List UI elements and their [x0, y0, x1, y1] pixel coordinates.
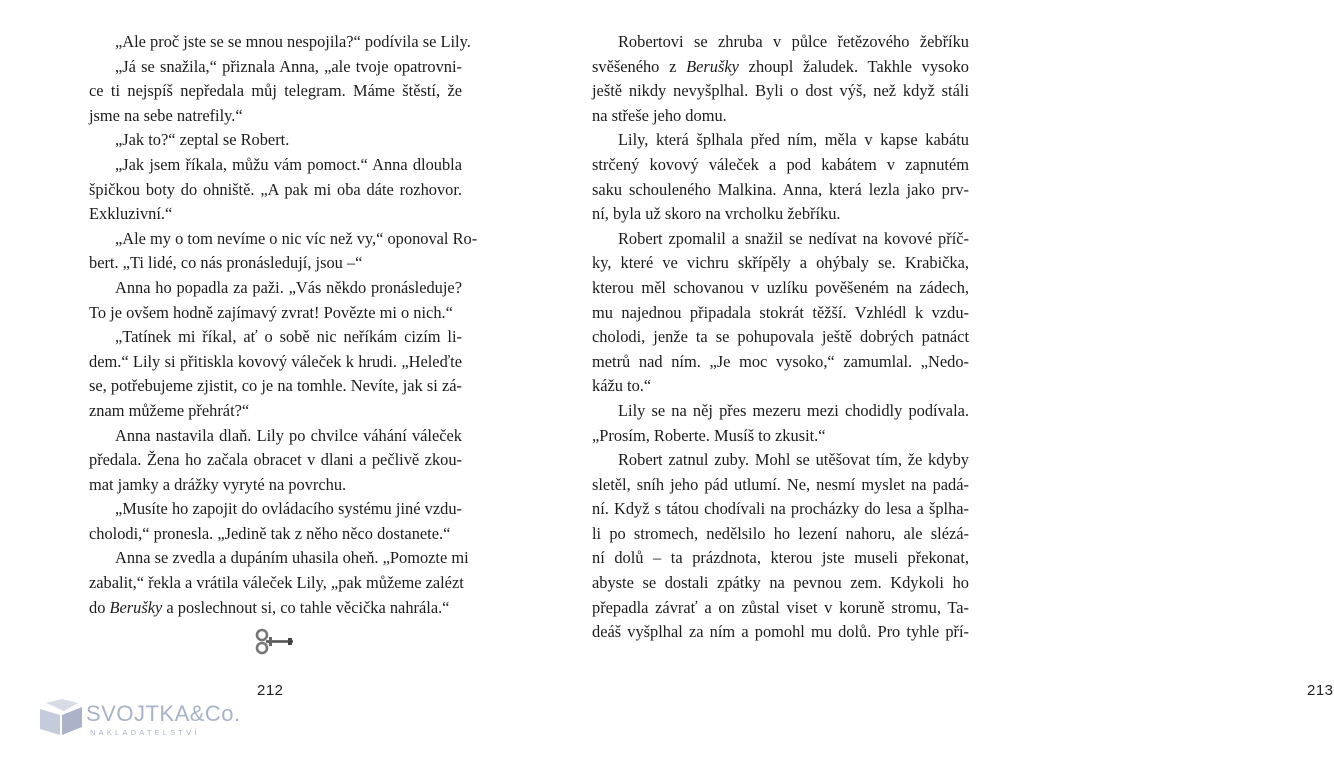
text-line: dem.“ Lily si přitiskla kovový váleček k hrudi. „Heleďte [89, 351, 462, 371]
text-line: ce ti nejspíš nepředala můj telegram. Máme štěstí, že [89, 81, 462, 101]
text-line: jsme na sebe natrefily.“ [89, 105, 243, 125]
text-line: „Jak jsem říkala, můžu vám pomoct.“ Anna dloubla [115, 154, 462, 174]
text-fragment: a poslechnout si, co tahle věcička nahrála.“ [162, 597, 450, 617]
text-line: předala. Žena ho začala obracet v dlani a pečlivě zkou- [89, 450, 462, 470]
text-line: abyste se dostali zpátky na pevnou zem. Kdykoli ho [592, 573, 969, 593]
text-line: ní, byla už skoro na vrcholku žebříku. [592, 204, 841, 224]
page-number: 212 [257, 682, 284, 699]
text-line: cholodi,“ pronesla. „Jedině tak z něho něco dostanete.“ [89, 523, 451, 543]
text-line: metrů nad ním. „Je moc vysoko,“ zamumlal. „Nedo- [592, 351, 969, 371]
text-line: „Jak to?“ zeptal se Robert. [115, 130, 290, 150]
right-page-text [592, 30, 969, 645]
publisher-subtitle: NAKLADATELSTVÍ [90, 728, 200, 737]
text-line: kážu to.“ [592, 376, 652, 396]
text-line: sletěl, sníh jeho pád utlumí. Ne, nesmí myslet na padá- [592, 474, 969, 494]
text-line: deáš vyšplhal za ním a pomohl mu dolů. Pro tyhle pří- [592, 622, 969, 642]
text-line: znam můžeme přehrát?“ [89, 400, 250, 420]
text-line: špičkou boty do ohniště. „A pak mi oba dáte rozhovor. [89, 179, 462, 199]
text-line: Anna nastavila dlaň. Lily po chvilce váhání váleček [115, 425, 462, 445]
text-line: Anna se zvedla a dupáním uhasila oheň. „Pomozte mi [115, 548, 469, 568]
text-line [89, 596, 462, 621]
text-fragment: do [89, 597, 110, 617]
text-line: Robertovi se zhruba v půlce řetězového žebříku [618, 32, 969, 51]
text-line: Lily se na něj přes mezeru mezi chodidly podívala. [618, 400, 969, 420]
text-line: li po stromech, nedělsilo ho lezení nahoru, ale slézá- [592, 523, 969, 543]
text-line: „Ale proč jste se se mnou nespojila?“ podívila se Lily. [115, 32, 471, 51]
text-line: „Musíte ho zapojit do ovládacího systému jiné vzdu- [115, 499, 462, 519]
text-line: cholodi, jenže ta se pohupovala ještě dobrých patnáct [592, 327, 969, 347]
text-line: strčený kovový váleček a pod kabátem v zapnutém [592, 154, 969, 174]
text-line: Robert zpomalil a snažil se nedívat na kovové příč- [618, 228, 969, 248]
key-ornament-icon [255, 628, 295, 662]
text-line: mu najednou připadala stokrát těžší. Vzhlédl k vzdu- [592, 302, 969, 322]
text-line: ní dolů – ta prázdnota, kterou jste museli překonat, [592, 548, 969, 568]
text-line: přepadla závrať a on zůstal viset v koruně stromu, Ta- [592, 597, 969, 617]
text-line: saku schouleného Malkina. Anna, která lezla jako prv- [592, 179, 969, 199]
text-line: Lily, která šplhala před ním, měla v kapse kabátu [618, 130, 969, 150]
text-fragment: zhoupl žaludek. Takhle vysoko [738, 56, 970, 76]
text-line: ještě nikdy nevyšplhal. Byli o dost výš, než když stáli [592, 81, 969, 101]
text-line: kterou měl schovanou v uzlíku pověšeném na zádech, [592, 277, 969, 297]
text-line: To je ovšem hodně zajímavý zvrat! Povězte mi o nich.“ [89, 302, 453, 322]
italic-title: Berušky [109, 597, 163, 617]
text-line: na střeše jeho domu. [592, 105, 727, 125]
publisher-name: SVOJTKA&Co. [86, 701, 241, 726]
right-page [512, 0, 1334, 768]
text-line: Exkluzivní.“ [89, 204, 173, 224]
text-line: Robert zatnul zuby. Mohl se utěšovat tím, že kdyby [618, 450, 969, 470]
text-line: „Prosím, Roberte. Musíš to zkusit.“ [592, 425, 826, 445]
text-fragment: svěšeného z [592, 56, 687, 76]
text-line: „Ale my o tom nevíme o nic víc než vy,“ oponoval Ro- [115, 228, 478, 248]
text-line: bert. „Ti lidé, co nás pronásledují, jsou –“ [89, 253, 363, 273]
text-line: „Já se snažila,“ přiznala Anna, „ale tvoje opatrovni- [115, 56, 462, 76]
text-line [592, 55, 969, 80]
publisher-logo [38, 697, 241, 745]
text-line: zabalit,“ řekla a vrátila váleček Lily, „pak můžeme zalézt [89, 573, 464, 593]
book-icon [38, 699, 84, 737]
text-line: se, potřebujeme zjistit, co je na tomhle. Nevíte, jak si zá- [89, 376, 462, 396]
text-line: Anna ho popadla za paži. „Vás někdo pronásleduje? [115, 277, 462, 297]
italic-title: Berušky [686, 56, 739, 76]
left-page [0, 0, 512, 768]
page-number: 213 [1307, 682, 1334, 699]
left-page-text [89, 30, 478, 620]
text-line: ky, které ve vichru skřípěly a ohýbaly se. Krabička, [592, 253, 969, 273]
text-line: mat jamky a drážky vyryté na povrchu. [89, 474, 347, 494]
text-line: „Tatínek mi říkal, ať o sobě nic neříkám cizím li- [115, 327, 462, 347]
text-line: ní. Když s tátou chodívali na procházky do lesa a šplha- [592, 499, 969, 519]
